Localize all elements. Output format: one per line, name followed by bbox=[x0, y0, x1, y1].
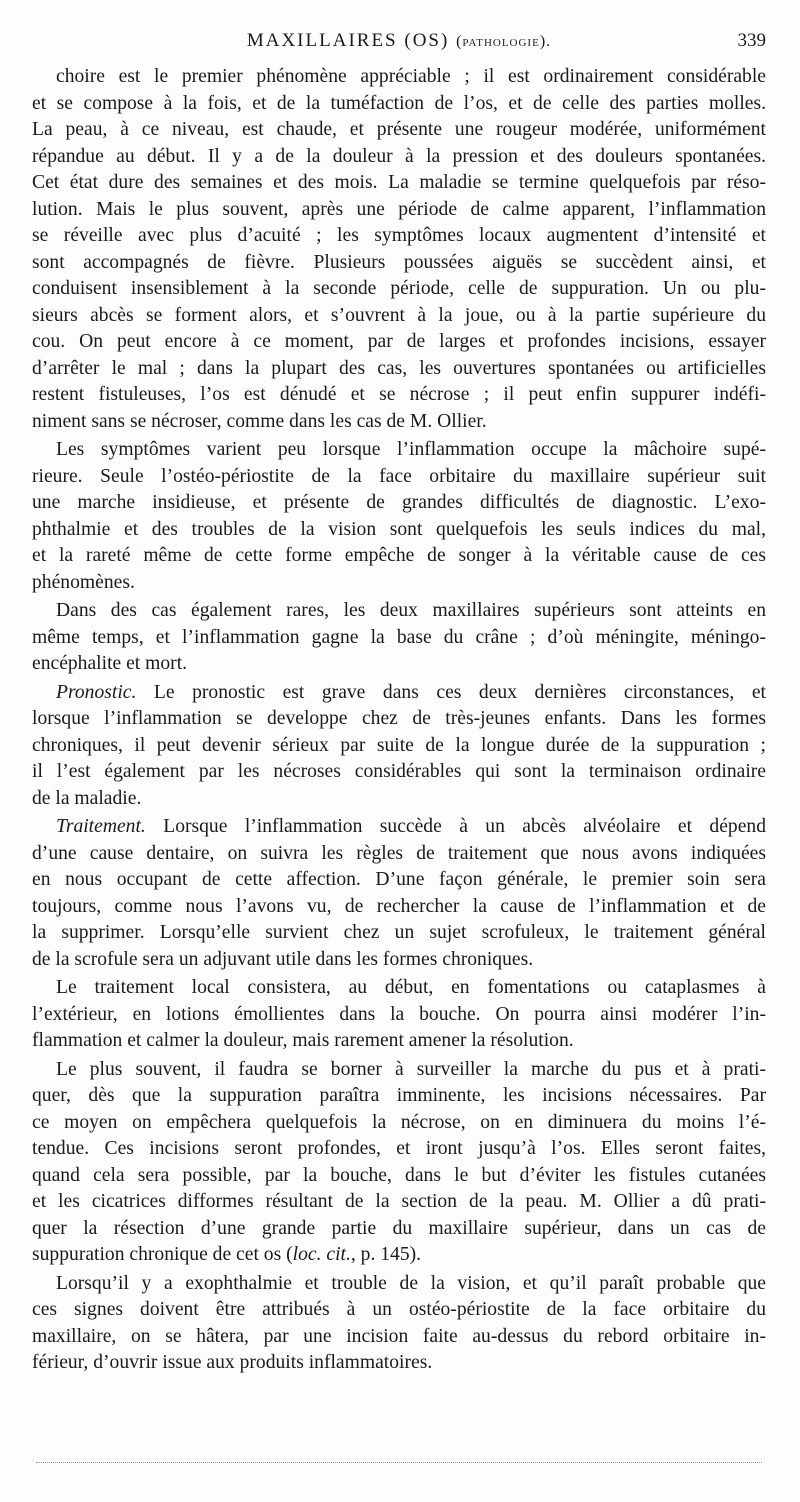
paragraph bbox=[32, 437, 766, 596]
footer-rule bbox=[36, 1462, 762, 1463]
text-line bbox=[32, 303, 766, 330]
page-header bbox=[32, 30, 766, 56]
line-text: quand cela sera possible, par la bouche, dans le but d’éviter les fistules cutanées bbox=[32, 1164, 766, 1186]
line-text: la supprimer. Lorsqu’elle survient chez un sujet scrofuleux, le traitement général bbox=[32, 922, 766, 943]
line-text: conduisent insensiblement à la seconde période, celle de suppuration. Un ou plu- bbox=[32, 278, 766, 299]
line-text: Lorsque l’inflammation succède à un abcès alvéolaire et dépend bbox=[145, 816, 766, 837]
line-text: Dans des cas également rares, les deux maxillaires supérieurs sont atteints en bbox=[56, 600, 766, 621]
line-text: et se compose à la fois, et de la tuméfaction de l’os, et de celle des parties molles. bbox=[32, 92, 766, 114]
text-line bbox=[32, 651, 766, 678]
line-text: férieur, d’ouvrir issue aux produits inflammatoires. bbox=[32, 1352, 433, 1373]
line-text: l’extérieur, en lotions émollientes dans la bouche. On pourra ainsi modérer l’in- bbox=[32, 1003, 766, 1025]
line-text: Lorsqu’il y a exophthalmie et trouble de la vision, et qu’il paraît probable que bbox=[56, 1272, 766, 1294]
text-line bbox=[32, 64, 766, 91]
line-text: d’une cause dentaire, on suivra les règles de traitement que nous avons indiquées bbox=[32, 842, 766, 864]
text-line bbox=[32, 920, 766, 947]
section-lead: Pronostic. bbox=[56, 681, 137, 703]
text-line bbox=[32, 1271, 766, 1298]
line-text: lution. Mais le plus souvent, après une période de calme apparent, l’inflammation bbox=[32, 198, 766, 220]
text-line bbox=[32, 947, 766, 974]
text-line bbox=[32, 1002, 766, 1029]
text-line bbox=[32, 1350, 766, 1377]
paragraph bbox=[32, 598, 766, 678]
text-line bbox=[32, 382, 766, 409]
paragraph bbox=[32, 680, 766, 813]
text-line bbox=[32, 144, 766, 171]
line-text: quer, dès que la suppuration paraîtra imminente, les incisions nécessaires. Par bbox=[32, 1085, 766, 1106]
text-line bbox=[32, 197, 766, 224]
line-text: en nous occupant de cette affection. D’une façon générale, le premier soin sera bbox=[32, 869, 766, 890]
text-line bbox=[32, 1189, 766, 1216]
text-line bbox=[32, 759, 766, 786]
line-text: flammation et calmer la douleur, mais rarement amener la résolution. bbox=[32, 1030, 574, 1051]
line-text: tendue. Ces incisions seront profondes, et iront jusqu’à l’os. Elles seront faites, bbox=[32, 1138, 766, 1159]
line-text: une marche insidieuse, et présente de grandes difficultés de diagnostic. L’exo- bbox=[32, 492, 766, 513]
text-line bbox=[32, 625, 766, 652]
line-text: de la maladie. bbox=[32, 787, 142, 809]
line-text: restent fistuleuses, l’os est dénudé et se nécrose ; il peut enfin suppurer indéfi- bbox=[32, 384, 766, 405]
paragraph bbox=[32, 1057, 766, 1269]
line-text: il l’est également par les nécroses considérables qui sont la terminaison ordinaire bbox=[32, 761, 766, 782]
text-line bbox=[32, 409, 766, 436]
running-title bbox=[32, 30, 766, 52]
section-lead: Traitement. bbox=[56, 816, 146, 837]
text-line bbox=[32, 680, 766, 707]
paragraph bbox=[32, 814, 766, 973]
line-text: chroniques, il peut devenir sérieux par suite de la longue durée de la suppuration ; bbox=[32, 734, 766, 756]
text-line bbox=[32, 1028, 766, 1055]
text-line bbox=[32, 598, 766, 625]
text-line bbox=[32, 814, 766, 841]
line-text: répandue au début. Il y a de la douleur à la pression et des douleurs spontanées. bbox=[32, 145, 766, 167]
text-line bbox=[32, 464, 766, 491]
line-text: Les symptômes varient peu lorsque l’inflammation occupe la mâchoire supé- bbox=[56, 439, 766, 460]
line-text: même temps, et l’inflammation gagne la base du crâne ; d’où méningite, méningo- bbox=[32, 626, 766, 648]
paragraph bbox=[32, 975, 766, 1055]
text-line bbox=[32, 437, 766, 464]
text-line bbox=[32, 894, 766, 921]
citation: loc. cit. bbox=[292, 1244, 351, 1265]
line-text: de la scrofule sera un adjuvant utile dans les formes chroniques. bbox=[32, 948, 534, 970]
line-text: phthalmie et des troubles de la vision sont quelquefois les seuls indices du mal, bbox=[32, 518, 766, 540]
text-line bbox=[32, 543, 766, 570]
text-line bbox=[32, 1057, 766, 1084]
text-line bbox=[32, 975, 766, 1002]
text-line bbox=[32, 786, 766, 813]
text-line bbox=[32, 733, 766, 760]
line-text: se réveille avec plus d’acuité ; les symptômes locaux augmentent d’intensité et bbox=[32, 225, 766, 246]
text-line bbox=[32, 329, 766, 356]
line-text: maxillaire, on se hâtera, par une incision faite au-dessus du rebord orbitaire in- bbox=[32, 1325, 766, 1347]
line-text: niment sans se nécroser, comme dans les cas de M. Ollier. bbox=[32, 410, 487, 432]
line-text: sieurs abcès se forment alors, et s’ouvrent à la joue, ou à la partie supérieure du bbox=[32, 304, 766, 326]
text-line bbox=[32, 1163, 766, 1190]
line-text: cou. On peut encore à ce moment, par de larges et profondes incisions, essayer bbox=[32, 331, 766, 352]
text-line bbox=[32, 1216, 766, 1243]
line-text: et les cicatrices difformes résultant de la section de la peau. M. Ollier a dû prati- bbox=[32, 1191, 766, 1212]
line-text: rieure. Seule l’ostéo-périostite de la face orbitaire du maxillaire supérieur suit bbox=[32, 465, 766, 487]
paragraph bbox=[32, 1271, 766, 1377]
line-text: et la rareté même de cette forme empêche de songer à la véritable cause de ces bbox=[32, 545, 766, 566]
line-text: Cet état dure des semaines et des mois. La maladie se termine quelquefois par réso- bbox=[32, 172, 766, 193]
text-line bbox=[32, 250, 766, 277]
line-text: Le plus souvent, il faudra se borner à surveiller la marche du pus et à prati- bbox=[56, 1058, 766, 1080]
line-text: , p. 145). bbox=[350, 1244, 422, 1265]
line-text: toujours, comme nous l’avons vu, de rechercher la cause de l’inflammation et de bbox=[32, 895, 766, 917]
line-text: lorsque l’inflammation se developpe chez de très-jeunes enfants. Dans les formes bbox=[32, 708, 766, 729]
text-line bbox=[32, 867, 766, 894]
running-title-sub: (pathologie). bbox=[456, 33, 552, 50]
text-line bbox=[32, 117, 766, 144]
text-line bbox=[32, 841, 766, 868]
line-text: encéphalite et mort. bbox=[32, 653, 188, 674]
line-text: ce moyen on empêchera quelquefois la nécrose, on en diminuera du moins l’é- bbox=[32, 1111, 766, 1133]
running-title-main: MAXILLAIRES (OS) bbox=[246, 30, 450, 51]
line-text: Le pronostic est grave dans ces deux dernières circonstances, et bbox=[136, 681, 766, 703]
line-text: La peau, à ce niveau, est chaude, et présente une rougeur modérée, uniformément bbox=[32, 119, 766, 140]
text-line bbox=[32, 1324, 766, 1351]
line-text: quer la résection d’une grande partie du maxillaire supérieur, dans un cas de bbox=[32, 1217, 766, 1239]
text-line bbox=[32, 570, 766, 597]
line-text: d’arrêter le mal ; dans la plupart des cas, les ouvertures spontanées ou artificielles bbox=[32, 357, 766, 379]
line-text: sont accompagnés de fièvre. Plusieurs poussées aiguës se succèdent ainsi, et bbox=[32, 251, 766, 273]
page-number: 339 bbox=[737, 30, 766, 51]
line-text: ces signes doivent être attribués à un ostéo-périostite de la face orbitaire du bbox=[32, 1299, 766, 1320]
line-text: Le traitement local consistera, au début, en fomentations ou cataplasmes à bbox=[56, 977, 766, 998]
text-line bbox=[32, 706, 766, 733]
text-line bbox=[32, 170, 766, 197]
text-line bbox=[32, 1242, 766, 1269]
text-line bbox=[32, 91, 766, 118]
text-line bbox=[32, 490, 766, 517]
text-line bbox=[32, 356, 766, 383]
line-text: choire est le premier phénomène appréciable ; il est ordinairement considérable bbox=[56, 66, 766, 87]
text-line bbox=[32, 1297, 766, 1324]
text-line bbox=[32, 223, 766, 250]
text-line bbox=[32, 1136, 766, 1163]
text-line bbox=[32, 1083, 766, 1110]
text-line bbox=[32, 517, 766, 544]
text-line bbox=[32, 1110, 766, 1137]
line-text: suppuration chronique de cet os ( bbox=[32, 1244, 293, 1265]
paragraph bbox=[32, 64, 766, 435]
text-line bbox=[32, 276, 766, 303]
body-text bbox=[32, 64, 766, 1377]
line-text: phénomènes. bbox=[32, 571, 135, 593]
